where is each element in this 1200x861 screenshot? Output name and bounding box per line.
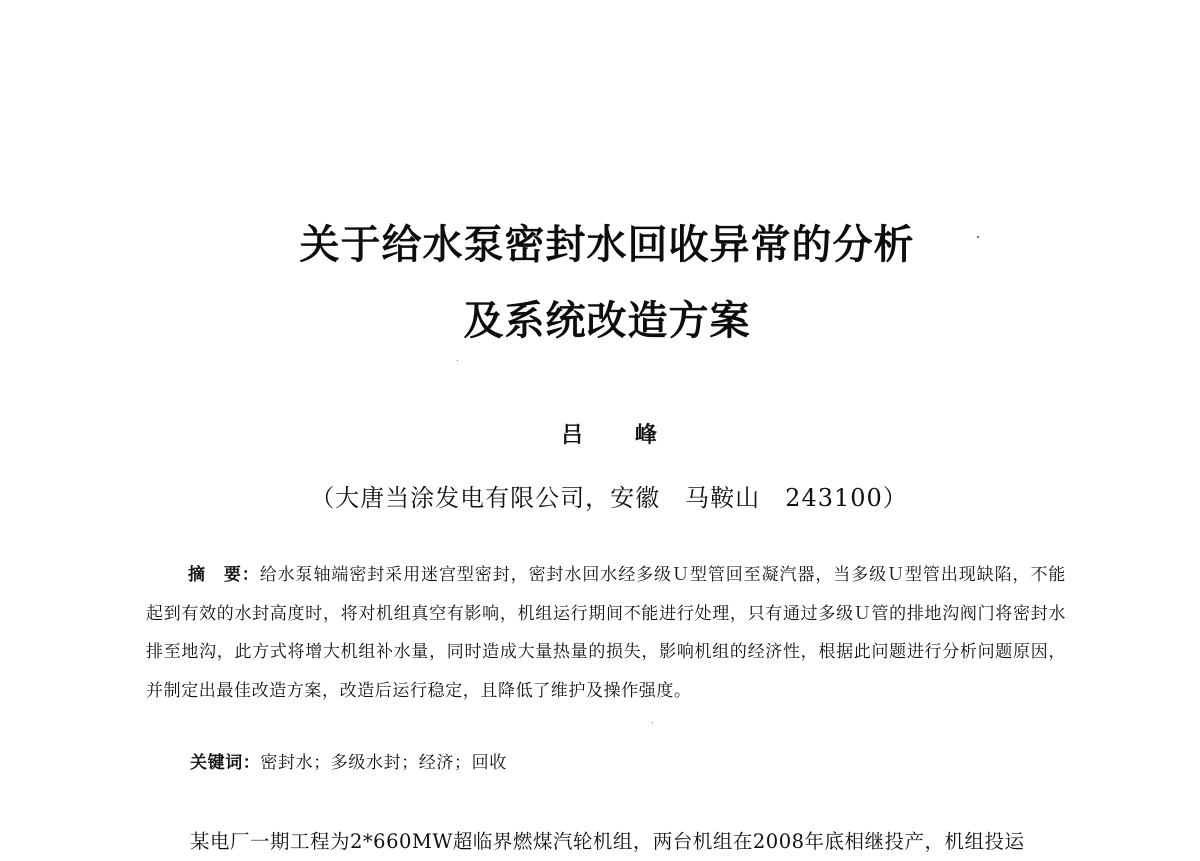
author-name: 吕 峰 bbox=[561, 423, 679, 448]
keywords-text: 密封水；多级水封；经济；回收 bbox=[260, 753, 507, 773]
author-affiliation: （大唐当涂发电有限公司，安徽 马鞍山 243100） bbox=[310, 484, 908, 512]
scan-speck bbox=[457, 360, 458, 361]
paper-title-line-1: 关于给水泵密封水回收异常的分析 bbox=[299, 222, 915, 268]
paper-title-line-2: 及系统改造方案 bbox=[463, 298, 751, 344]
abstract-paragraph bbox=[146, 556, 1066, 710]
body-first-line: 某电厂一期工程为2*660MW超临界燃煤汽轮机组，两台机组在2008年底相继投产，机组投运 bbox=[190, 830, 1025, 853]
scan-speck bbox=[652, 722, 653, 723]
abstract-label: 摘 要： bbox=[188, 565, 260, 585]
scan-speck bbox=[977, 236, 979, 238]
keywords-label: 关键词： bbox=[190, 753, 261, 773]
keywords-line bbox=[190, 748, 507, 773]
abstract-text: 给水泵轴端密封采用迷宫型密封，密封水回水经多级Ｕ型管回至凝汽器，当多级Ｕ型管出现缺陷，不能起到有效的水封高度时，将对机组真空有影响，机组运行期间不能进行处理，只有通过多级Ｕ管的排地沟阀门将密封水排至地沟，此方式将增大机组补水量，同时造成大量热量的损失，影响机组的经济性，根据此问题进行分析问题原因，并制定出最佳改造方案，改造后运行稳定，且降低了维护及操作强度。 bbox=[146, 565, 1066, 701]
